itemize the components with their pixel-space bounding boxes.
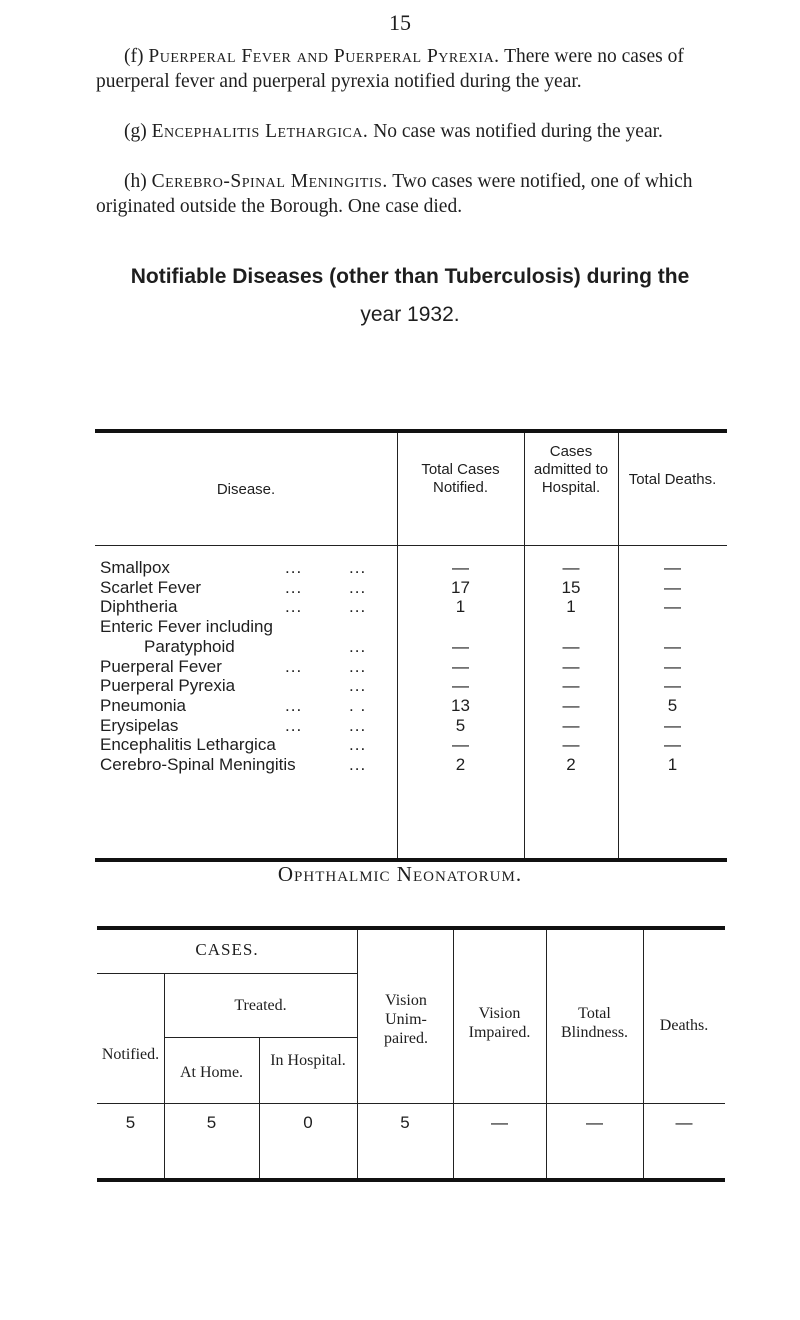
ophthalmic-table — [97, 926, 725, 1182]
table-row — [95, 578, 727, 598]
disease-name: Puerperal Pyrexia — [100, 676, 236, 696]
value-notified: — — [452, 735, 469, 755]
table-row — [95, 558, 727, 578]
header-vision-impaired: Vision Impaired. — [468, 1005, 531, 1041]
value-notified: — — [452, 558, 469, 577]
leader-dots: ... — [285, 597, 303, 617]
disease-name: Cerebro-Spinal Meningitis — [100, 755, 296, 774]
value-deaths: — — [664, 577, 681, 597]
table2-title: Ophthalmic Neonatorum. — [277, 862, 523, 886]
leader-dots: ... — [285, 656, 303, 676]
paragraph-title: Encephalitis Lethargica. — [151, 121, 369, 142]
value-notified: — — [452, 656, 469, 676]
value-notified: 2 — [455, 755, 466, 774]
value-hospital: — — [562, 676, 580, 696]
paragraph-text: Two cases were notified, one of which originated outside the Borough. One case died. — [96, 171, 693, 217]
header-notified: Total Cases Notified. — [421, 461, 500, 496]
disease-name: Erysipelas — [100, 715, 179, 735]
value-hospital: — — [562, 636, 580, 656]
table1-title-line1: Notifiable Diseases (other than Tuberculosis) during the — [130, 265, 690, 288]
paragraph-meningitis — [96, 169, 736, 219]
leader-dots: ... — [285, 558, 303, 577]
paragraph-label: (f) — [124, 46, 144, 67]
table-row — [95, 597, 727, 617]
header-deaths: Total Deaths. — [628, 471, 717, 488]
value-hospital: — — [562, 656, 580, 676]
table1-title — [80, 258, 740, 334]
value-notified: 1 — [455, 597, 466, 617]
value-notified: 17 — [451, 577, 470, 597]
value-notified: — — [452, 636, 469, 656]
value-notified: — — [452, 676, 469, 696]
page-number: 15 — [389, 10, 411, 35]
value-deaths: — — [664, 735, 681, 755]
table-rule-bottom — [97, 1178, 725, 1182]
table-row — [95, 676, 727, 696]
leader-dots: ... — [349, 715, 367, 735]
table-rule-top — [97, 926, 725, 930]
paragraph-encephalitis — [96, 119, 736, 144]
value-vision-unimpaired: 5 — [400, 1113, 410, 1132]
value-notified: 5 — [455, 715, 466, 735]
disease-name: Smallpox — [100, 558, 170, 577]
value-vision-impaired: — — [491, 1113, 508, 1132]
cases-rule — [97, 973, 357, 974]
header-deaths: Deaths. — [659, 1017, 709, 1034]
disease-name: Pneumonia — [100, 695, 187, 715]
column-divider — [259, 1037, 260, 1178]
value-deaths: — — [664, 597, 681, 617]
disease-name: Encephalitis Lethargica — [100, 735, 276, 755]
value-in-hospital: 0 — [303, 1113, 313, 1132]
header-vision-unimpaired: Vision Unim- paired. — [384, 992, 428, 1047]
disease-name: Enteric Fever including — [100, 617, 273, 637]
leader-dots: ... — [349, 558, 367, 577]
header-hospital: Cases admitted to Hospital. — [533, 443, 609, 496]
leader-dots: ... — [349, 676, 367, 696]
value-deaths: — — [664, 636, 681, 656]
value-deaths: — — [664, 715, 681, 735]
value-total-blindness: — — [586, 1113, 603, 1132]
leader-dots: ... — [349, 597, 367, 617]
table-rule-top — [95, 429, 727, 433]
table-row — [95, 696, 727, 716]
leader-dots: ... — [285, 695, 303, 715]
disease-name: Scarlet Fever — [100, 577, 202, 597]
leader-dots: ... — [349, 735, 367, 755]
header-at-home: At Home. — [179, 1064, 244, 1081]
table-row — [95, 755, 727, 775]
value-hospital: 1 — [566, 597, 576, 617]
header-treated: Treated. — [234, 997, 287, 1014]
disease-name: Puerperal Fever — [100, 656, 222, 676]
column-divider — [546, 930, 547, 1178]
value-notified: 5 — [125, 1113, 136, 1132]
paragraph-puerperal — [96, 44, 736, 94]
header-total-blindness: Total Blindness. — [560, 1005, 629, 1041]
table-row — [95, 735, 727, 755]
value-deaths: — — [664, 656, 681, 676]
value-deaths: 1 — [667, 755, 678, 774]
paragraph-text: There were no cases of puerperal fever and puerperal pyrexia notified during the year. — [96, 46, 684, 92]
column-divider — [453, 930, 454, 1178]
value-deaths: 5 — [667, 695, 678, 715]
paragraph-text: No case was notified during the year. — [373, 121, 663, 142]
header-rule — [97, 1103, 725, 1104]
notifiable-diseases-table — [95, 429, 727, 863]
value-at-home: 5 — [206, 1113, 217, 1132]
disease-name: Diphtheria — [100, 597, 178, 617]
paragraph-label: (g) — [124, 121, 147, 142]
leader-dots: . . — [349, 695, 367, 715]
disease-name: Paratyphoid — [144, 636, 235, 656]
value-hospital: — — [562, 735, 580, 755]
paragraph-label: (h) — [124, 171, 147, 192]
leader-dots: ... — [285, 715, 303, 735]
paragraph-title: Puerperal Fever and Puerperal Pyrexia. — [148, 46, 500, 67]
value-hospital: 2 — [566, 755, 576, 774]
value-hospital: — — [562, 695, 580, 715]
table-rule-header — [95, 545, 727, 546]
leader-dots: ... — [349, 577, 367, 597]
treated-rule — [164, 1037, 357, 1038]
value-hospital: — — [562, 715, 580, 735]
table-row — [95, 716, 727, 736]
header-cases: CASES. — [195, 940, 259, 959]
header-in-hospital: In Hospital. — [270, 1052, 346, 1069]
leader-dots: ... — [349, 656, 367, 676]
header-notified: Notified. — [101, 1046, 160, 1063]
column-divider — [357, 930, 358, 1178]
value-deaths: — — [664, 558, 681, 577]
value-deaths: — — [664, 676, 681, 696]
value-deaths: — — [675, 1113, 693, 1132]
table-row — [95, 617, 727, 637]
column-divider — [643, 930, 644, 1178]
header-disease: Disease. — [216, 481, 276, 498]
table1-title-line2: year 1932. — [360, 303, 460, 326]
value-hospital: — — [562, 558, 580, 577]
table-row — [95, 637, 727, 657]
paragraph-title: Cerebro-Spinal Meningitis. — [151, 171, 388, 192]
table-row — [95, 657, 727, 677]
leader-dots: ... — [349, 755, 367, 774]
value-notified: 13 — [451, 695, 470, 715]
leader-dots: ... — [285, 577, 303, 597]
value-hospital: 15 — [561, 577, 581, 597]
leader-dots: ... — [349, 636, 367, 656]
